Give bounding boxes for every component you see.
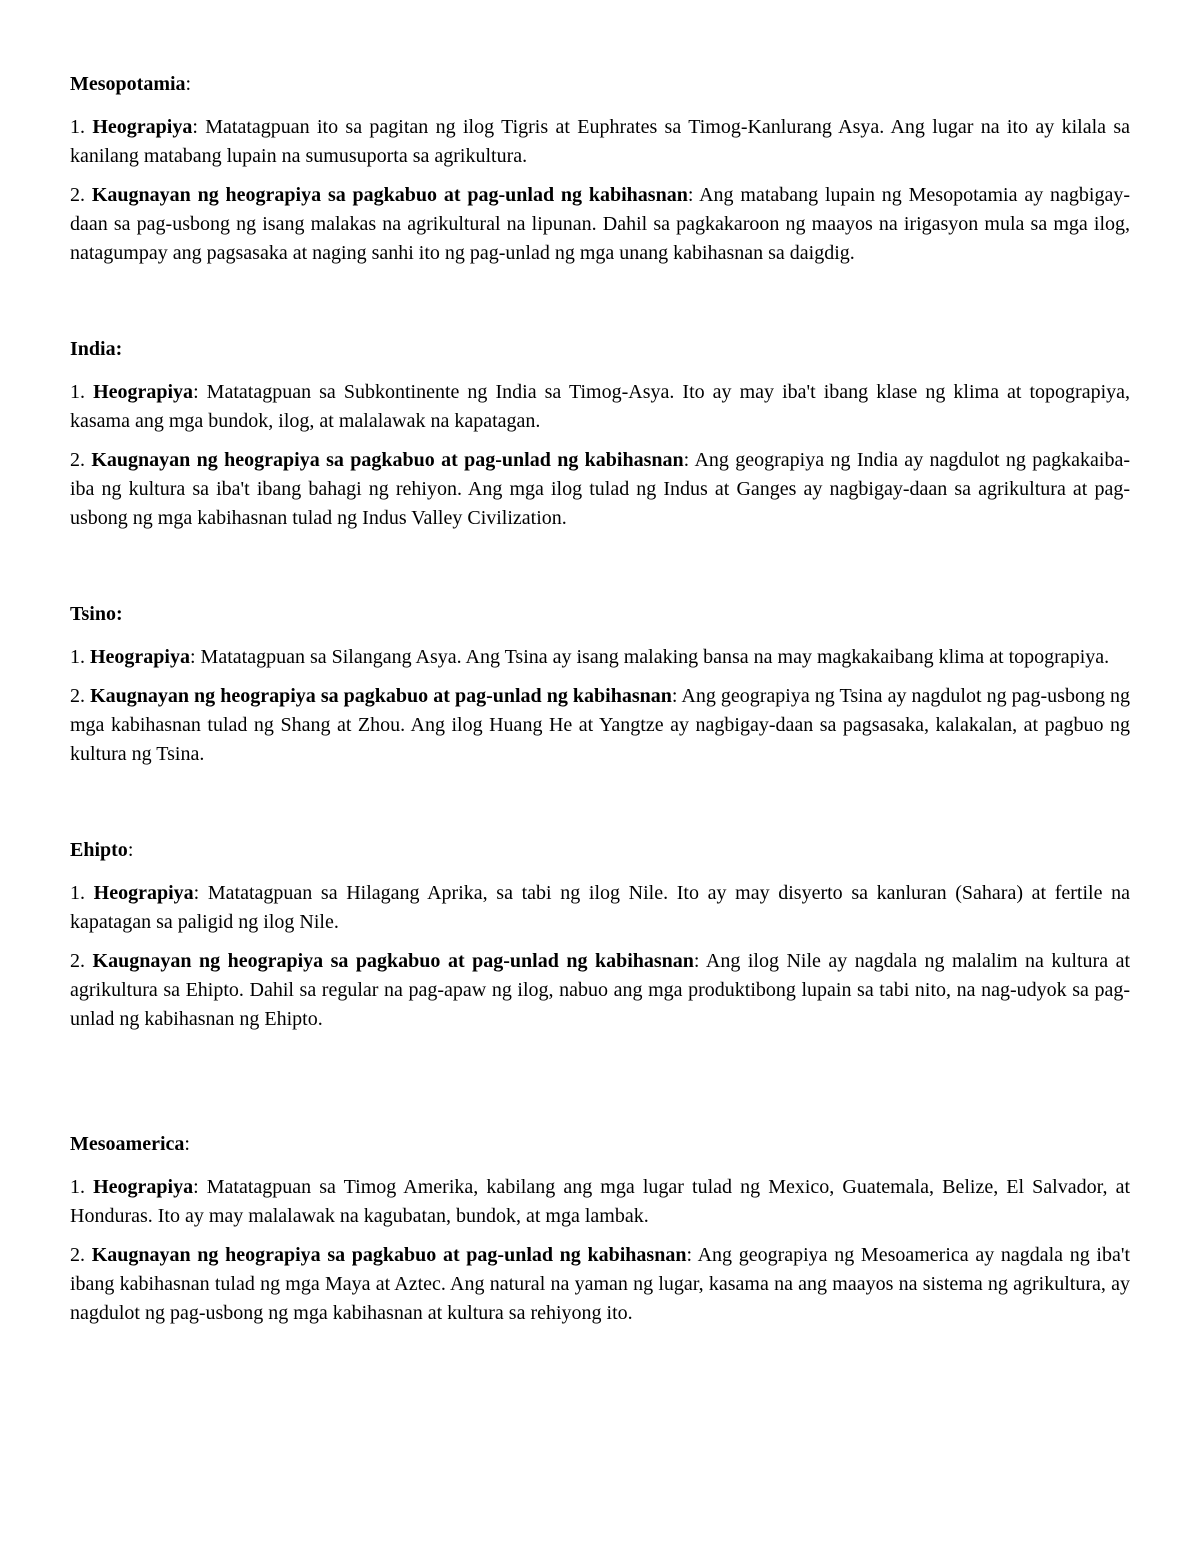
list-item (70, 879, 1130, 937)
item-number: 1. (70, 882, 94, 904)
section-india (70, 335, 1130, 533)
section-title: Mesopotamia (70, 73, 186, 95)
list-item (70, 113, 1130, 171)
item-number: 1. (70, 646, 90, 668)
item-text: : Ang geograpiya ng Tsina ay nagdulot ng pag-usbong ng mga kabihasnan tulad ng Shang at Zhou. Ang ilog Huang He at Yangtze ay nagbigay-daan sa pagsasaka, kalakalan, at pagbuo ng kultura ng Tsina. (70, 685, 1131, 765)
list-item (70, 1173, 1130, 1231)
list-item (70, 181, 1130, 268)
item-label: Heograpiya (93, 381, 194, 403)
section-heading (70, 836, 1130, 865)
item-number: 2. (70, 449, 92, 471)
spacer (70, 543, 1130, 600)
list-item (70, 947, 1130, 1034)
spacer (70, 278, 1130, 335)
section-heading (70, 1130, 1130, 1159)
item-text: : Matatagpuan sa Subkontinente ng India sa Timog-Asya. Ito ay may iba't ibang klase ng klima at topograpiya, kasama ang mga bundok, ilog, at malalawak na kapatagan. (70, 381, 1131, 432)
item-text: : Matatagpuan sa Timog Amerika, kabilang ang mga lugar tulad ng Mexico, Guatemala, Belize, El Salvador, at Honduras. Ito ay may malalawak na kagubatan, bundok, at mga lambak. (70, 1176, 1130, 1227)
list-item (70, 682, 1130, 769)
list-item (70, 643, 1130, 672)
list-item (70, 378, 1130, 436)
list-item (70, 446, 1130, 533)
item-label: Kaugnayan ng heograpiya sa pagkabuo at pag-unlad ng kabihasnan (91, 1244, 687, 1266)
item-label: Kaugnayan ng heograpiya sa pagkabuo at pag-unlad ng kabihasnan (90, 685, 672, 707)
item-label: Heograpiya (92, 116, 193, 138)
section-title: Tsino: (70, 603, 123, 625)
item-text: : Matatagpuan ito sa pagitan ng ilog Tigris at Euphrates sa Timog-Kanlurang Asya. Ang lugar na ito ay kilala sa kanilang matabang lupain na sumusuporta sa agrikultura. (70, 116, 1130, 167)
item-text: : Matatagpuan sa Hilagang Aprika, sa tabi ng ilog Nile. Ito ay may disyerto sa kanluran (Sahara) at fertile na kapatagan sa paligid ng ilog Nile. (70, 882, 1130, 933)
section-mesopotamia (70, 70, 1130, 268)
section-title-suffix: : (185, 73, 192, 95)
spacer (70, 779, 1130, 836)
spacer (70, 1044, 1130, 1130)
section-title-suffix: : (127, 839, 134, 861)
section-ehipto (70, 836, 1130, 1034)
item-number: 2. (70, 1244, 92, 1266)
item-number: 1. (70, 116, 93, 138)
section-title: Ehipto (70, 839, 128, 861)
section-title: Mesoamerica (70, 1133, 185, 1155)
item-text: : Ang ilog Nile ay nagdala ng malalim na kultura at agrikultura sa Ehipto. Dahil sa regular na pag-apaw ng ilog, nabuo ang mga produktibong lupain sa tabi nito, na nag-udyok sa pag-unlad ng kabihasnan ng Ehipto. (70, 950, 1131, 1030)
item-number: 1. (70, 1176, 94, 1198)
item-number: 1. (70, 381, 94, 403)
section-heading (70, 335, 1130, 364)
section-heading (70, 70, 1130, 99)
section-mesoamerica (70, 1130, 1130, 1328)
item-label: Kaugnayan ng heograpiya sa pagkabuo at pag-unlad ng kabihasnan (91, 184, 688, 206)
item-text: : Matatagpuan sa Silangang Asya. Ang Tsina ay isang malaking bansa na may magkakaibang klima at topograpiya. (190, 646, 1110, 668)
section-title-suffix: : (184, 1133, 190, 1155)
list-item (70, 1241, 1130, 1328)
item-number: 2. (70, 950, 93, 972)
section-title: India: (70, 338, 123, 360)
item-number: 2. (70, 184, 92, 206)
item-text: : Ang matabang lupain ng Mesopotamia ay nagbigay-daan sa pag-usbong ng isang malakas na agrikultural na lipunan. Dahil sa pagkakaroon ng maayos na irigasyon mula sa mga ilog, natagumpay ang pagsasaka at naging sanhi ito ng pag-unlad ng mga unang kabihasnan sa daigdig. (70, 184, 1130, 264)
item-label: Heograpiya (90, 646, 190, 668)
document-page (70, 70, 1130, 1338)
item-text: : Ang geograpiya ng Mesoamerica ay nagdala ng iba't ibang kabihasnan tulad ng mga Maya at Aztec. Ang natural na yaman ng lugar, kasama na ang maayos na sistema ng agrikultura, ay nagdulot ng pag-usbong ng mga kabihasnan at kultura sa rehiyong ito. (70, 1244, 1131, 1324)
item-label: Heograpiya (93, 1176, 194, 1198)
item-label: Kaugnayan ng heograpiya sa pagkabuo at pag-unlad ng kabihasnan (92, 950, 694, 972)
section-heading (70, 600, 1130, 629)
item-label: Kaugnayan ng heograpiya sa pagkabuo at pag-unlad ng kabihasnan (91, 449, 684, 471)
item-text: : Ang geograpiya ng India ay nagdulot ng pagkakaiba-iba ng kultura sa iba't ibang bahagi ng rehiyon. Ang mga ilog tulad ng Indus at Ganges ay nagbigay-daan sa agrikultura at pag-usbong ng mga kabihasnan tulad ng Indus Valley Civilization. (70, 449, 1131, 529)
item-number: 2. (70, 685, 91, 707)
section-tsino (70, 600, 1130, 769)
item-label: Heograpiya (93, 882, 194, 904)
